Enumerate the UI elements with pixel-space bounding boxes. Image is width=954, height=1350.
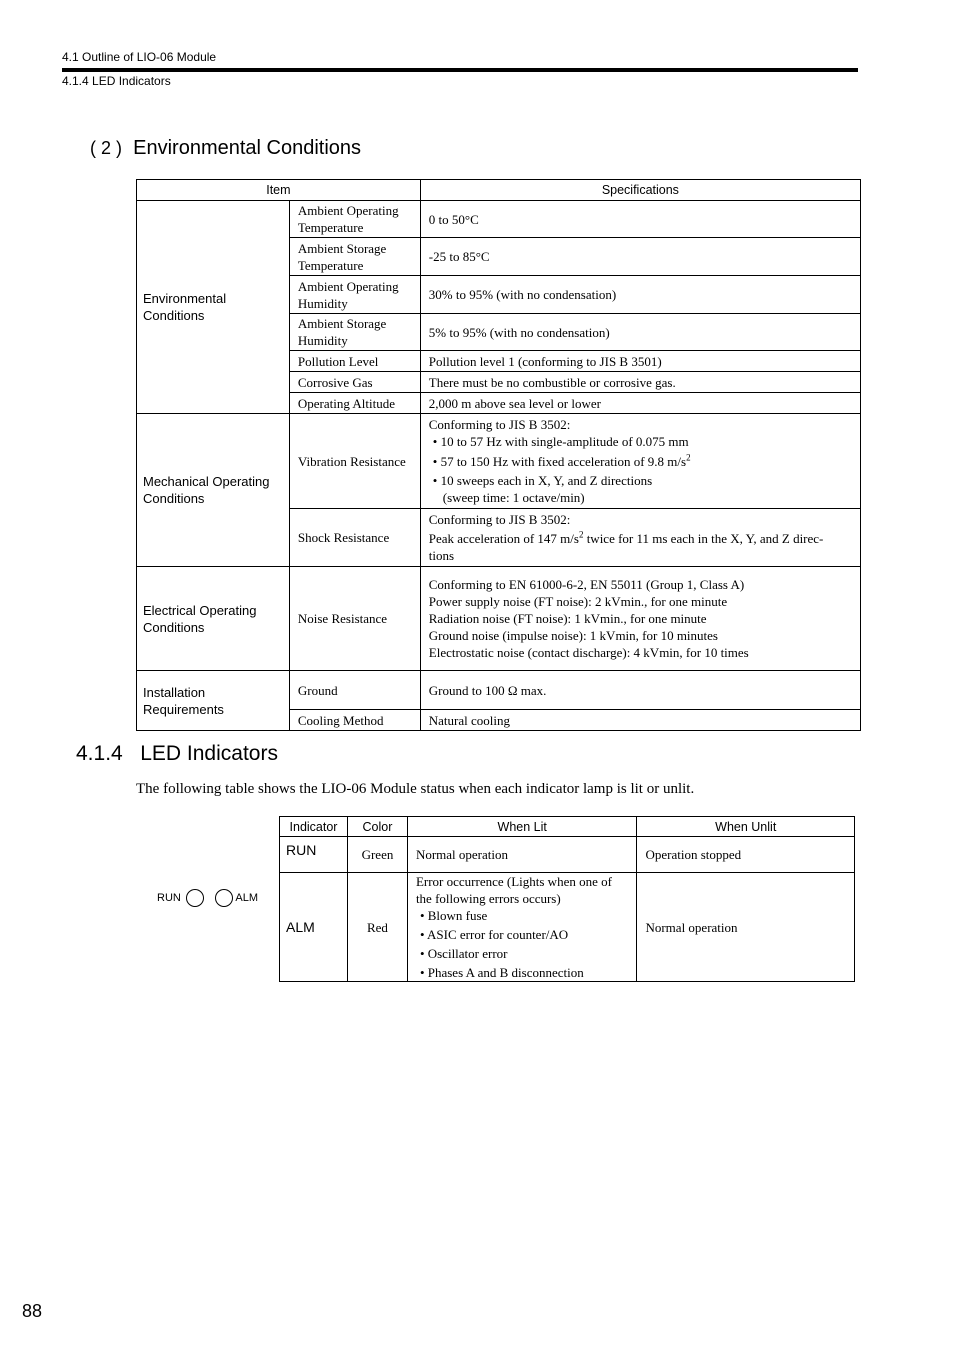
spec-bullet (429, 453, 852, 470)
spec-cell: Ground to 100 Ω max. (420, 671, 860, 710)
spec-line: Conforming to JIS B 3502: (428, 512, 571, 527)
item-cell: Ambient Operating Temperature (289, 201, 420, 238)
col-header-item: Item (137, 180, 421, 201)
lamp-label-run: RUN (157, 892, 181, 904)
shock-spec-cell (420, 509, 860, 567)
spec-line: Radiation noise (FT noise): 1 kVmin., for one minute (428, 611, 707, 626)
table-row (280, 873, 855, 982)
spec-bullet-text: • 57 to 150 Hz with fixed acceleration of 9.8 m/s (432, 454, 687, 469)
spec-cell: Pollution level 1 (conforming to JIS B 3501) (420, 351, 860, 372)
noise-spec-cell (420, 567, 860, 671)
led-indicator-table (279, 816, 855, 982)
spec-line: Conforming to EN 61000-6-2, EN 55011 (Group 1, Class A) (428, 577, 745, 592)
header-rule (62, 68, 858, 72)
item-cell: Cooling Method (289, 710, 420, 731)
spec-line: Power supply noise (FT noise): 2 kVmin., for one minute (428, 594, 728, 609)
spec-cell: 0 to 50°C (420, 201, 860, 238)
item-cell: Shock Resistance (289, 509, 420, 567)
env-heading-number: ( 2 ) (90, 138, 123, 158)
col-header-color: Color (347, 817, 407, 837)
table-row (137, 414, 861, 509)
item-cell: Noise Resistance (289, 567, 420, 671)
category-installation: Installation Requirements (137, 671, 290, 731)
table-row (137, 671, 861, 710)
table-row (280, 837, 855, 873)
lit-line: Error occurrence (Lights when one of (415, 874, 612, 889)
item-cell: Operating Altitude (289, 393, 420, 414)
led-heading-title: LED Indicators (140, 742, 278, 765)
table-row (137, 201, 861, 238)
led-intro-paragraph: The following table shows the LIO-06 Module status when each indicator lamp is lit or unlit. (136, 781, 695, 797)
category-mechanical: Mechanical Operating Conditions (137, 414, 290, 567)
item-cell: Ground (289, 671, 420, 710)
env-heading (90, 137, 361, 160)
spec-line (429, 530, 852, 547)
item-cell: Pollution Level (289, 351, 420, 372)
spec-bullet: • 10 to 57 Hz with single-amplitude of 0.075 mm (432, 434, 689, 449)
lit-bullet: • Phases A and B disconnection (419, 965, 584, 980)
color-cell: Red (347, 873, 407, 982)
category-environmental: Environmental Conditions (137, 201, 290, 414)
spec-text: Peak acceleration of 147 m/s (428, 531, 579, 546)
indicator-cell: ALM (280, 873, 348, 982)
spec-text: twice for 11 ms each in the X, Y, and Z direc- (583, 531, 824, 546)
spec-cell: Natural cooling (420, 710, 860, 731)
col-header-indicator: Indicator (280, 817, 348, 837)
superscript: 2 (686, 452, 691, 463)
lamp-label-alm: ALM (235, 892, 259, 904)
env-heading-title: Environmental Conditions (133, 137, 362, 159)
led-lamp-diagram (157, 888, 258, 908)
col-header-when-lit: When Lit (407, 817, 637, 837)
when-unlit-cell: Operation stopped (637, 837, 855, 873)
running-header-section: 4.1 Outline of LIO-06 Module (62, 50, 217, 64)
spec-cell: 30% to 95% (with no condensation) (420, 276, 860, 314)
led-heading (76, 742, 278, 766)
run-lamp-icon (186, 889, 204, 907)
item-cell: Vibration Resistance (289, 414, 420, 509)
running-header-subsection: 4.1.4 LED Indicators (62, 74, 171, 88)
item-cell: Corrosive Gas (289, 372, 420, 393)
spec-bullet: • 10 sweeps each in X, Y, and Z directions (432, 473, 653, 488)
spec-cell: There must be no combustible or corrosive gas. (420, 372, 860, 393)
spec-bullet-continuation: (sweep time: 1 octave/min) (442, 490, 585, 505)
col-header-when-unlit: When Unlit (637, 817, 855, 837)
when-lit-cell (407, 873, 637, 982)
spec-cell: 5% to 95% (with no condensation) (420, 314, 860, 351)
col-header-specifications: Specifications (420, 180, 860, 201)
color-cell: Green (347, 837, 407, 873)
alm-lamp-icon (215, 889, 233, 907)
table-row (137, 567, 861, 671)
when-lit-cell: Normal operation (407, 837, 637, 873)
category-electrical: Electrical Operating Conditions (137, 567, 290, 671)
environmental-conditions-table (136, 179, 861, 731)
table-header-row (280, 817, 855, 837)
lit-bullet: • Oscillator error (419, 946, 508, 961)
indicator-cell: RUN (280, 837, 348, 873)
item-cell: Ambient Operating Humidity (289, 276, 420, 314)
spec-line: Electrostatic noise (contact discharge): 4 kVmin, for 10 times (428, 645, 749, 660)
when-unlit-cell: Normal operation (637, 873, 855, 982)
spec-cell: -25 to 85°C (420, 238, 860, 276)
page-number: 88 (22, 1301, 43, 1321)
vibration-spec-cell (420, 414, 860, 509)
lit-bullet: • Blown fuse (419, 908, 488, 923)
spec-line: Conforming to JIS B 3502: (428, 417, 571, 432)
led-heading-number: 4.1.4 (76, 742, 123, 765)
spec-line: tions (428, 548, 455, 563)
item-cell: Ambient Storage Humidity (289, 314, 420, 351)
lit-line: the following errors occurs) (415, 891, 561, 906)
lit-bullet: • ASIC error for counter/AO (419, 927, 569, 942)
item-cell: Ambient Storage Temperature (289, 238, 420, 276)
superscript: 2 (578, 529, 584, 540)
spec-line: Ground noise (impulse noise): 1 kVmin, for 10 minutes (428, 628, 718, 643)
spec-cell: 2,000 m above sea level or lower (420, 393, 860, 414)
table-header-row (137, 180, 861, 201)
